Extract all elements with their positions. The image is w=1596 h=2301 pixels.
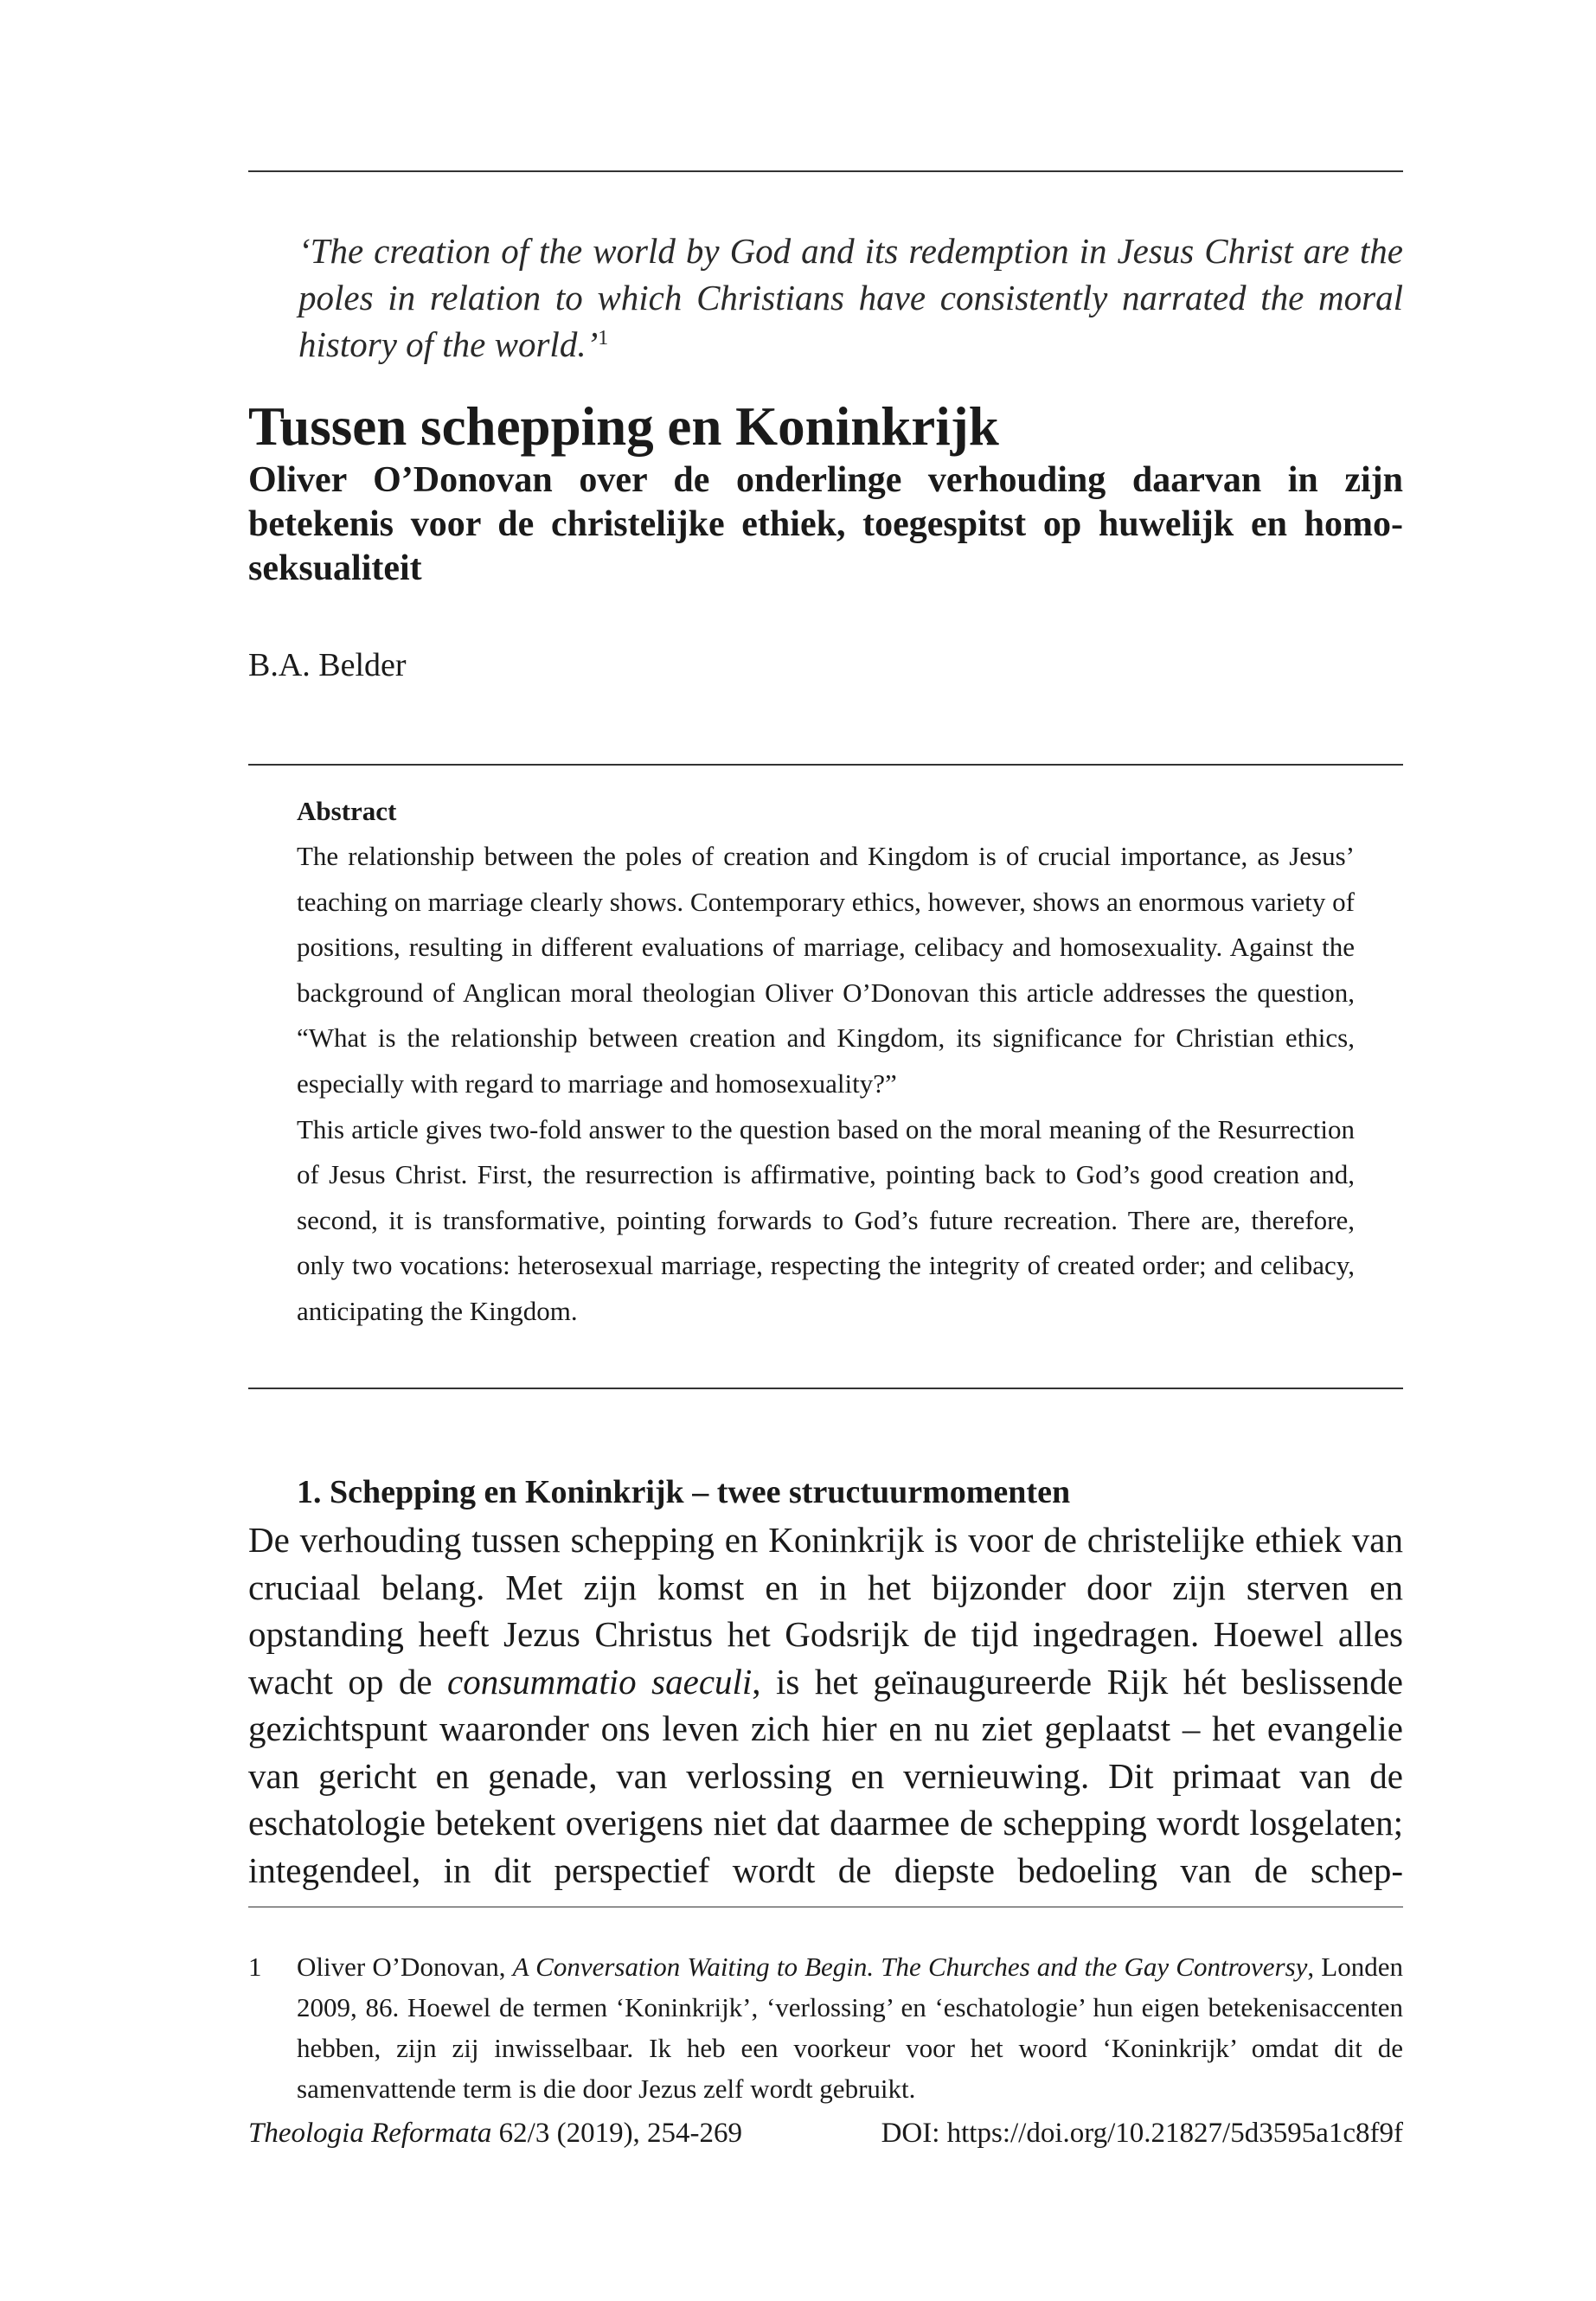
footnote-1 [248, 1946, 1403, 2109]
footnote-text [297, 1946, 1403, 2109]
journal-citation [248, 2114, 742, 2152]
section-italic-phrase: consummatio saeculi [447, 1661, 753, 1702]
abstract-paragraph: This article gives two-fold answer to the question based on the moral meaning of the Resurrection of Jesus Christ. First, the resurrection is affirmative, pointing back to God’s good creation and, second, it is transformative, pointing forwards to God’s future recreation. There are, therefore, only two vocations: heterosexual marriage, respecting the integrity of created order; and celibacy, anticipating the Kingdom. [297, 1113, 1355, 1326]
footnote-number: 1 [248, 1952, 262, 1982]
article-title: Tussen schepping en Koninkrijk [248, 396, 999, 457]
abstract-heading: Abstract [297, 796, 397, 826]
abstract-bottom-rule [248, 1388, 1403, 1389]
section-text-part: De verhouding tussen schepping en Koninkrijk is voor de christelijke ethiek van cruciaal belang. Met zijn komst en in het bijzonder door zijn sterven en opstanding heeft Jezus Christus het Godsrijk de tijd ingedragen. Hoewel alles wacht op de [248, 1520, 1403, 1702]
section-body [248, 1516, 1403, 1894]
abstract-block [297, 789, 1355, 1335]
author-name: B.A. Belder [248, 647, 407, 683]
epigraph-footnote-ref[interactable]: 1 [598, 327, 609, 349]
footnote-author: Oliver O’Donovan, [297, 1952, 513, 1982]
footnote-body: , Londen 2009, 86. Hoewel de termen ‘Koninkrijk’, ‘verlossing’ en ‘eschatologie’ hun eigen betekenisaccenten hebben, zijn zij inwisselbaar. Ik heb een voorkeur voor het woord ‘Koninkrijk’ omdat dit de samenvattende term is die door Jezus zelf wordt gebruikt. [297, 1952, 1403, 2104]
abstract-paragraph: The relationship between the poles of creation and Kingdom is of crucial importance, as Jesus’ teaching on marriage clearly shows. Contemporary ethics, however, shows an enormous variety of positions, resulting in different evaluations of marriage, celibacy and homosexuality. Against the background of Anglican moral theologian Oliver O’Donovan this article addresses the question, “What is the relationship between creation and Kingdom, its significance for Christian ethics, especially with regard to marriage and homosexuality?” [297, 841, 1355, 1099]
journal-name: Theologia Reformata [248, 2118, 492, 2149]
section-heading: 1. Schepping en Koninkrijk – twee structuurmomenten [297, 1474, 1071, 1510]
section-text-part: , is het geïnaugureerde Rijk hét beslissende gezichtspunt waaronder ons leven zich hier en nu ziet geplaatst – het evangelie van gericht en genade, van verlossing en vernieuwing. Dit primaat van de eschatologie betekent overigens niet dat daarmee de schepping wordt losgelaten; integendeel, in dit perspectief wordt de diepste bedoeling van de schep- [248, 1661, 1403, 1890]
epigraph [298, 228, 1403, 368]
doi-link[interactable]: DOI: https://doi.org/10.21827/5d3595a1c8f9f [881, 2118, 1403, 2149]
article-subtitle: Oliver O’Donovan over de onderlinge verhouding daarvan in zijn betekenis voor de christelijke ethiek, toegespitst op huwelijk en homoseksualiteit [248, 460, 1403, 588]
footnote-book-title: A Conversation Waiting to Begin. The Churches and the Gay Controversy [512, 1952, 1308, 1982]
section-1 [248, 1468, 1403, 1894]
epigraph-text: ‘The creation of the world by God and its redemption in Jesus Christ are the poles in relation to which Christians have consistently narrated the moral history of the world.’ [298, 231, 1403, 364]
top-rule [248, 170, 1403, 172]
journal-issue: 62/3 (2019), 254-269 [491, 2118, 743, 2149]
abstract-top-rule [248, 764, 1403, 766]
